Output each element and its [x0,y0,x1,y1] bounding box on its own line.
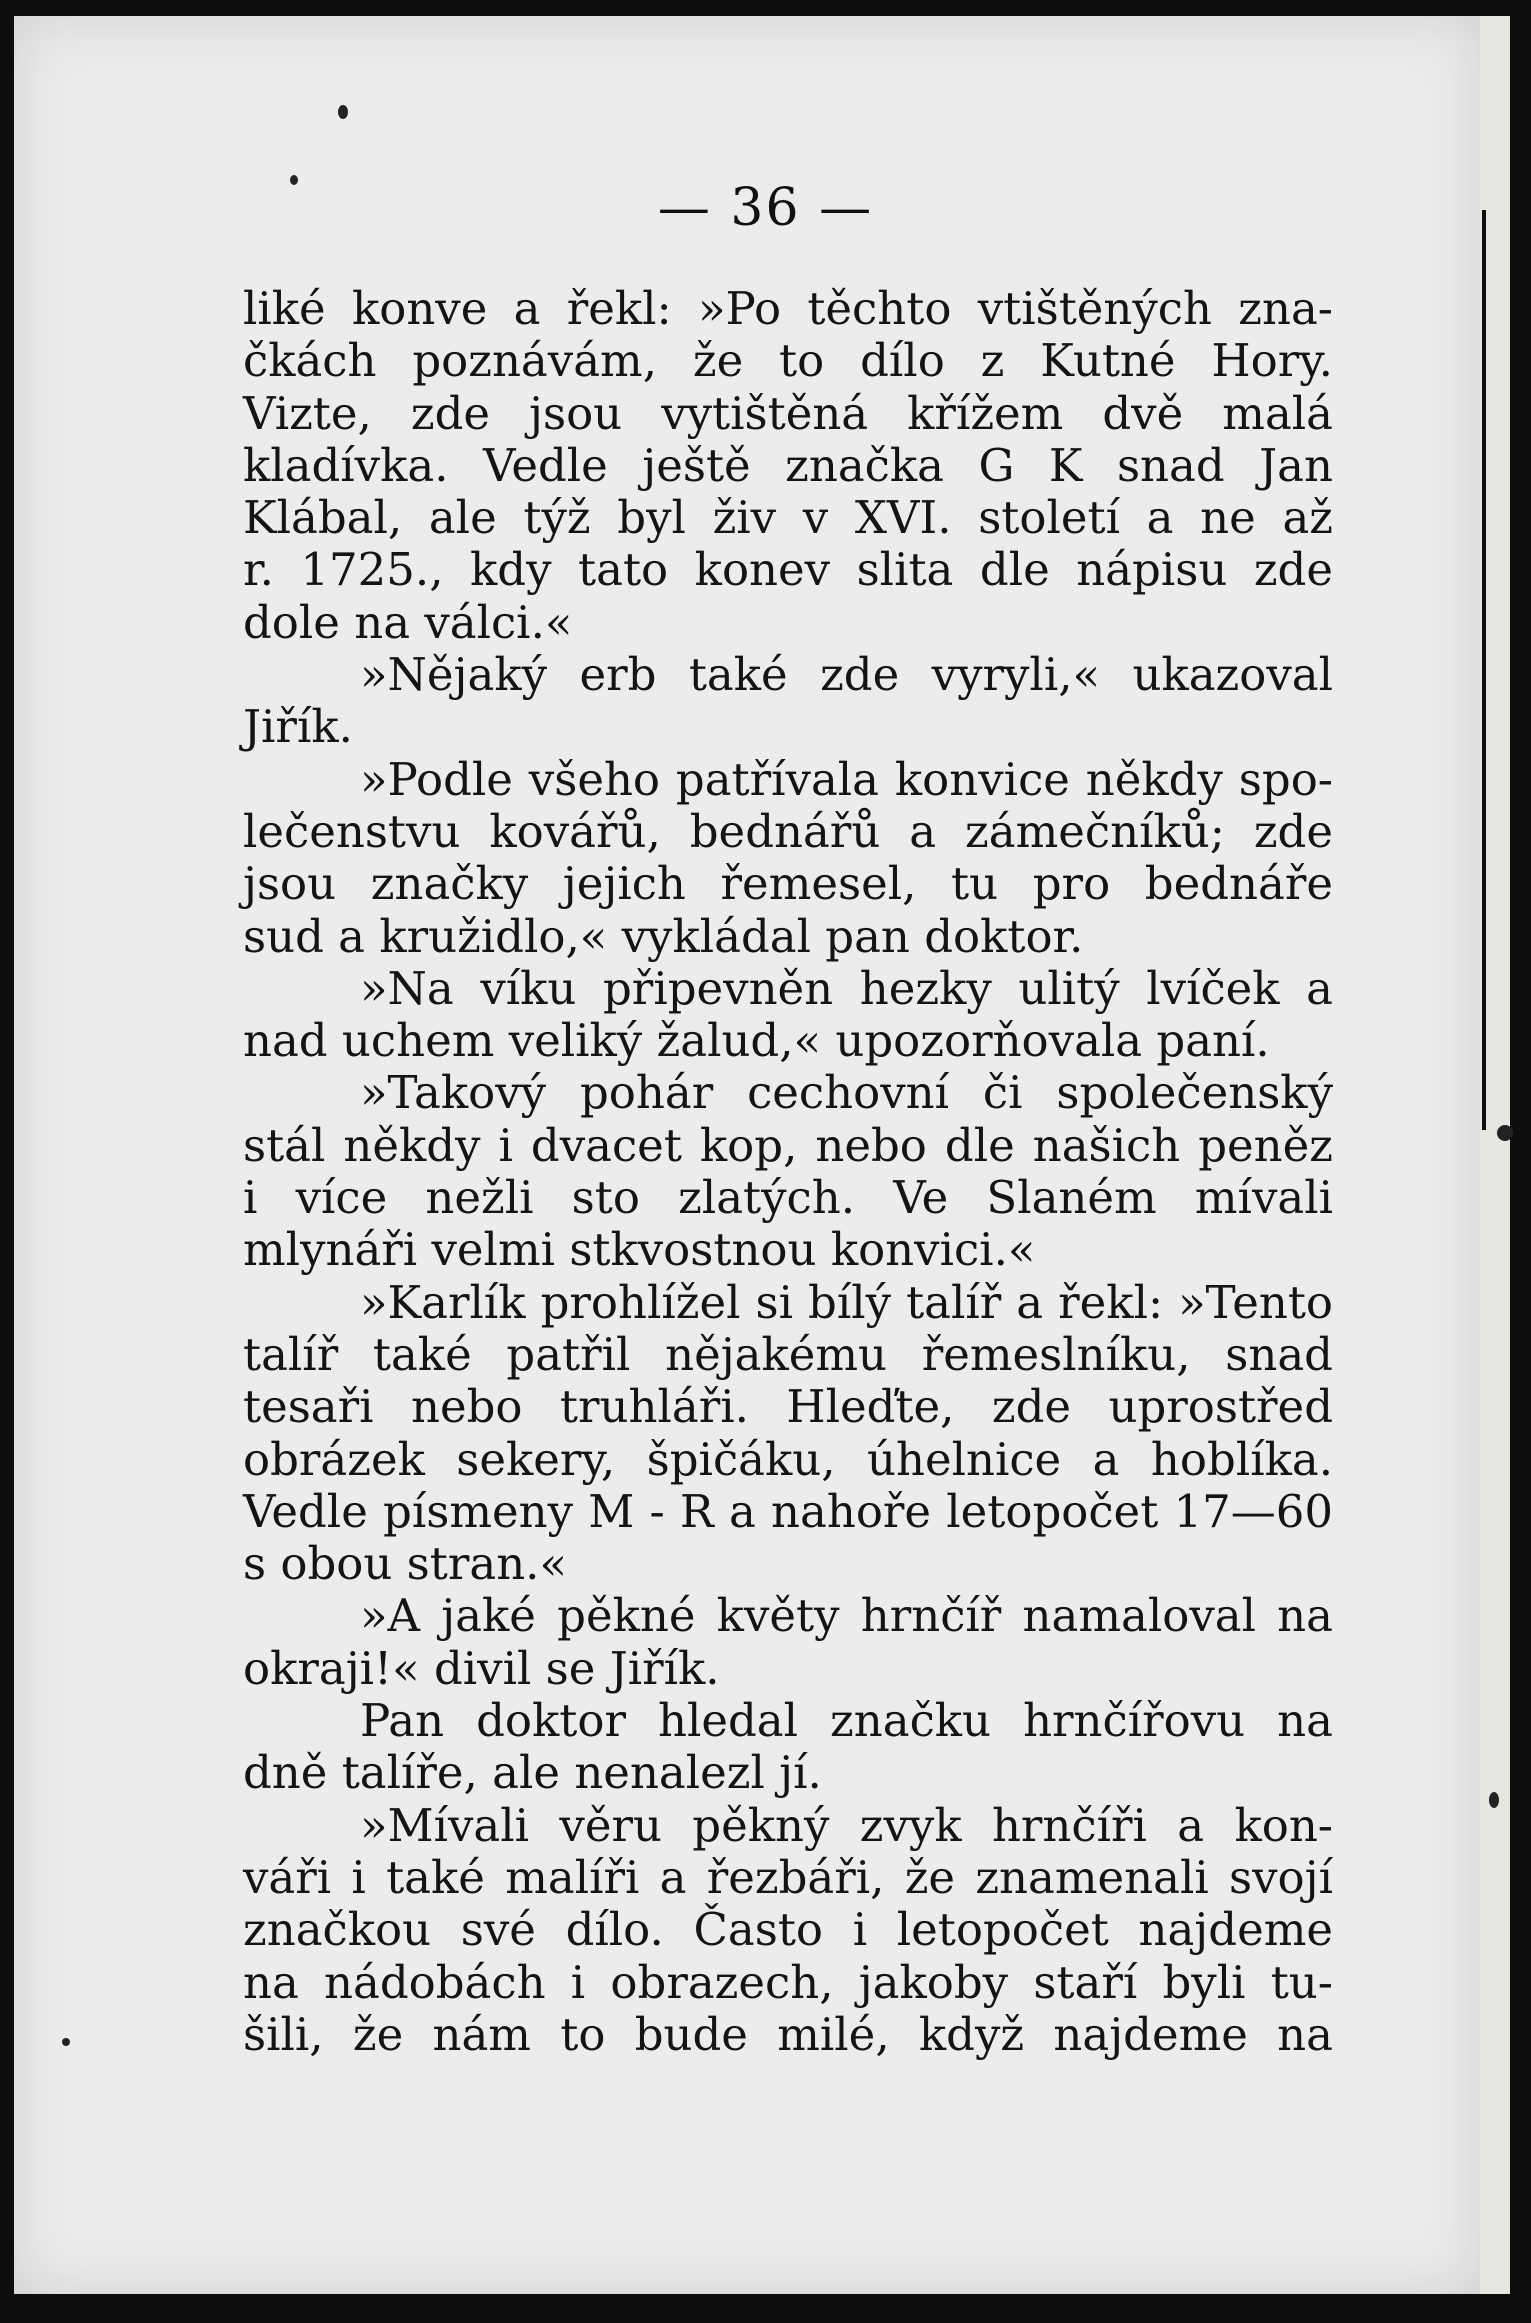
text-line: »Takový pohár cechovní či společenský [360,1066,1333,1120]
text-line: mlynáři velmi stkvostnou konvici.« [243,1223,1036,1277]
text-line: dně talíře, ale nenalezl jí. [243,1746,822,1800]
text-line: značkou své dílo. Často i letopočet najdeme [243,1903,1333,1957]
text-line: talíř také patřil nějakému řemeslníku, snad [243,1327,1333,1381]
text-line: stál někdy i dvacet kop, nebo dle našich peněz [243,1118,1333,1172]
text-line: dole na válci.« [243,595,573,649]
ink-speck [338,105,348,119]
text-line: Pan doktor hledal značku hrnčířovu na [360,1694,1333,1748]
text-line: na nádobách i obrazech, jakoby staří byli tu- [243,1955,1333,2009]
edge-rule [1482,210,1486,1130]
text-line: »A jaké pěkné květy hrnčíř namaloval na [360,1589,1333,1643]
text-line: »Na víku připevněn hezky ulitý lvíček a [360,961,1333,1015]
ink-speck [62,2038,70,2046]
text-line: Vizte, zde jsou vytištěná křížem dvě malá [243,386,1333,440]
text-line: r. 1725., kdy tato konev slita dle nápisu zde [243,543,1333,597]
text-line: obrázek sekery, špičáku, úhelnice a hoblíka. [243,1432,1333,1486]
text-line: »Mívali věru pěkný zvyk hrnčíři a kon- [360,1798,1333,1852]
text-line: jsou značky jejich řemesel, tu pro bednáře [243,857,1333,911]
text-line: lečenstvu kovářů, bednářů a zámečníků; zde [243,804,1333,858]
text-line: čkách poznávám, že to dílo z Kutné Hory. [243,334,1333,388]
text-line: váři i také malíři a řezbáři, že znamenali svojí [243,1850,1333,1904]
text-line: Vedle písmeny M - R a nahoře letopočet 17—60 [243,1484,1333,1538]
text-line: tesaři nebo truhláři. Hleďte, zde uprostřed [243,1380,1333,1434]
text-line: okraji!« divil se Jiřík. [243,1641,720,1695]
text-line: i více nežli sto zlatých. Ve Slaném mívali [243,1171,1333,1225]
text-line: kladívka. Vedle ještě značka G K snad Jan [243,438,1333,492]
text-line: nad uchem veliký žalud,« upozorňovala paní. [243,1014,1270,1068]
text-line: Jiřík. [243,700,353,754]
text-line: s obou stran.« [243,1537,568,1591]
text-line: »Nějaký erb také zde vyryli,« ukazoval [360,648,1333,702]
text-line: sud a kružidlo,« vykládal pan doktor. [243,909,1084,963]
text-line: »Podle všeho patřívala konvice někdy spo- [360,752,1333,806]
page-number: — 36 — [657,178,874,238]
text-line: »Karlík prohlížel si bílý talíř a řekl: »Tento [360,1275,1333,1329]
text-line: šili, že nám to bude milé, když najdeme na [243,2007,1333,2061]
ink-speck [1489,1792,1499,1808]
body-text [243,283,1333,2061]
ink-speck [1497,1125,1513,1141]
text-line: Klábal, ale týž byl živ v XVI. století a ne až [243,491,1333,545]
text-line: liké konve a řekl: »Po těchto vtištěných zna- [243,282,1333,335]
